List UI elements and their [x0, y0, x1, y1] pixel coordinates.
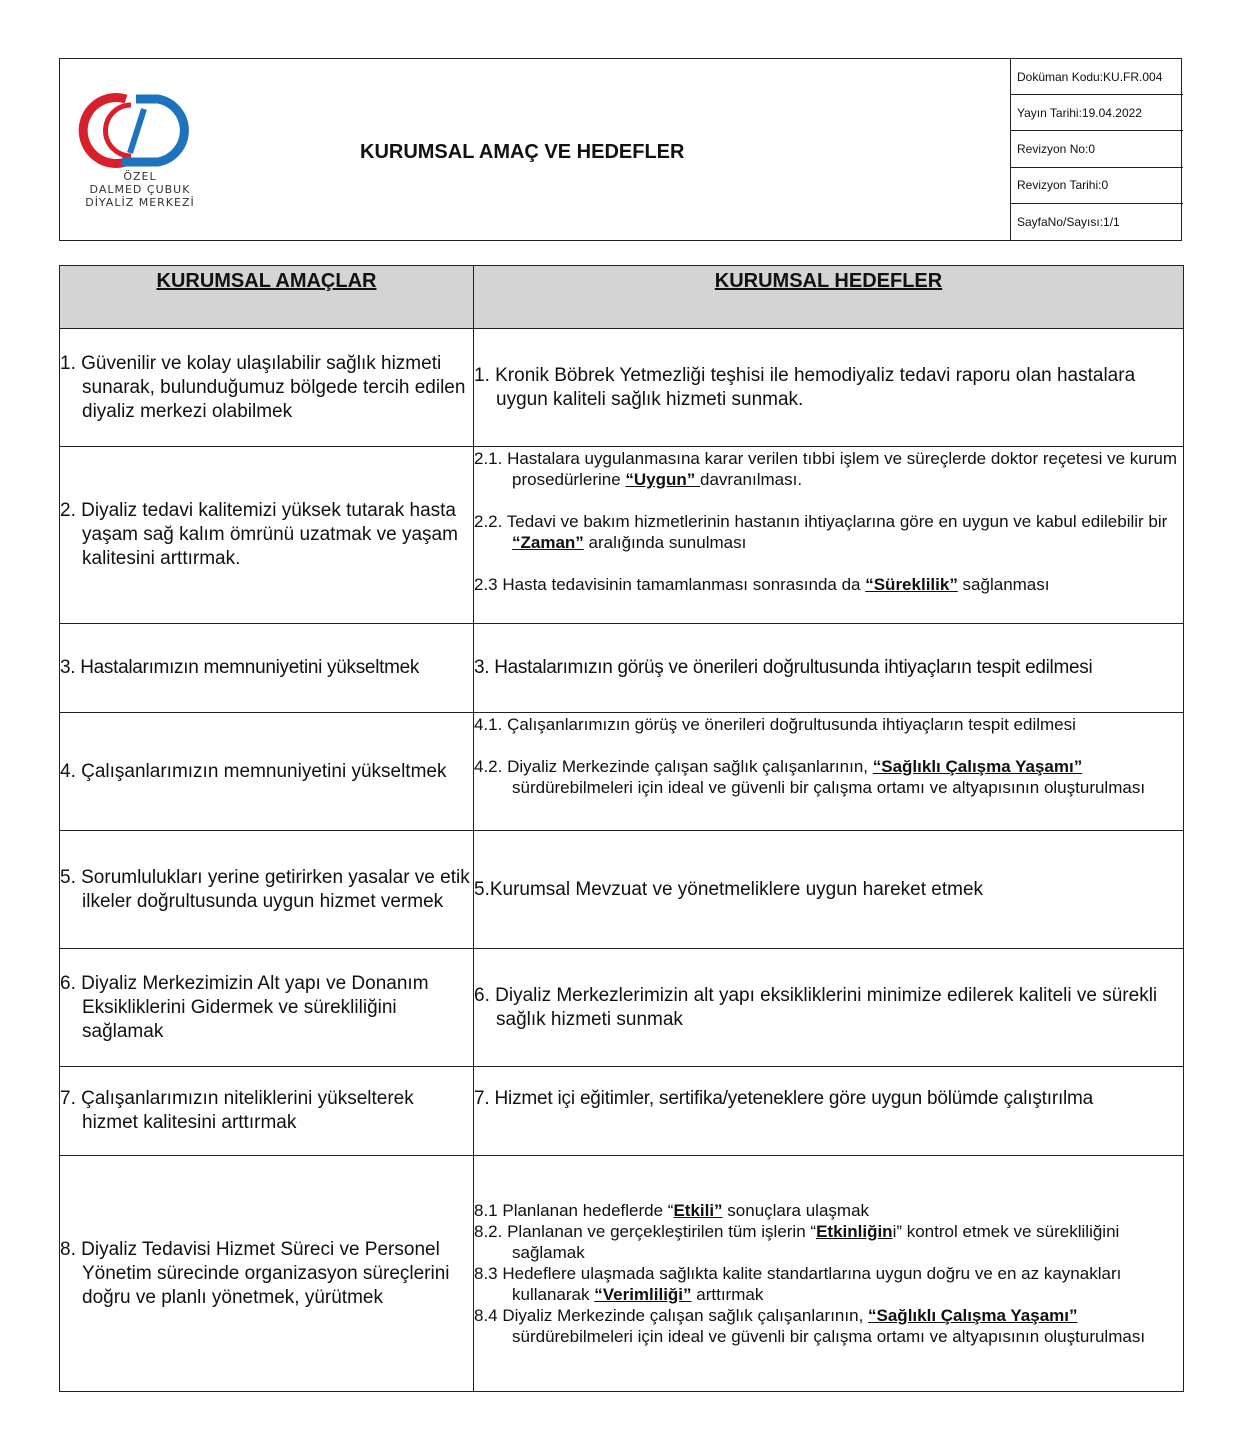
- aim-cell: [60, 949, 474, 1067]
- target-item: 8.2. Planlanan ve gerçekleştirilen tüm işlerin “Etkinliğini” kontrol etmek ve sürekliliğini sağlamak: [474, 1222, 1120, 1262]
- aim-cell: [60, 1067, 474, 1156]
- aim-text: 4. Çalışanlarımızın memnuniyetini yükseltmek: [60, 760, 447, 782]
- aim-cell: [60, 329, 474, 447]
- aim-cell: [60, 447, 474, 624]
- table-header-row: [60, 266, 1184, 329]
- logo-line-2: DALMED ÇUBUK: [89, 183, 191, 196]
- aim-text: 6. Diyaliz Merkezimizin Alt yapı ve Donanım Eksikliklerini Gidermek ve sürekliliğini sağlamak: [60, 972, 429, 1042]
- aim-text: 3. Hastalarımızın memnuniyetini yükseltmek: [60, 657, 420, 678]
- target-cell: [474, 447, 1184, 624]
- target-item: 8.4 Diyaliz Merkezinde çalışan sağlık çalışanlarının, “Sağlıklı Çalışma Yaşamı” sürdürebilmeleri için ideal ve güvenli bir çalışma ortamı ve altyapısının oluşturulması: [474, 1306, 1146, 1346]
- logo-line-1: ÖZEL: [123, 170, 157, 183]
- aim-text: 1. Güvenilir ve kolay ulaşılabilir sağlık hizmeti sunarak, bulunduğumuz bölgede tercih edilen diyaliz merkezi olabilmek: [60, 352, 466, 422]
- dalmed-logo-icon: [78, 93, 203, 168]
- aim-text: 7. Çalışanlarımızın niteliklerini yükselterek hizmet kalitesini arttırmak: [60, 1088, 414, 1133]
- aim-text: 2. Diyaliz tedavi kalitemizi yüksek tutarak hasta yaşam sağ kalım ömrünü uzatmak ve yaşam kalitesini arttırmak.: [60, 500, 458, 569]
- aim-text: 8. Diyaliz Tedavisi Hizmet Süreci ve Personel Yönetim sürecinde organizasyon süreçlerini doğru ve planlı yönetmek, yürütmek: [60, 1238, 450, 1308]
- document-title: KURUMSAL AMAÇ VE HEDEFLER: [360, 141, 685, 163]
- meta-revision-no: Revizyon No:0: [1011, 131, 1183, 167]
- target-item: 4.2. Diyaliz Merkezinde çalışan sağlık çalışanlarının, “Sağlıklı Çalışma Yaşamı” sürdürebilmeleri için ideal ve güvenli bir çalışma ortamı ve altyapısının oluşturulması: [474, 757, 1146, 797]
- target-cell: [474, 949, 1184, 1067]
- logo-cell: [60, 59, 220, 240]
- target-cell: [474, 624, 1184, 713]
- table-row: [60, 447, 1184, 624]
- aim-cell: [60, 624, 474, 713]
- target-text: 5.Kurumsal Mevzuat ve yönetmeliklere uygun hareket etmek: [474, 878, 984, 900]
- target-cell: [474, 1067, 1184, 1156]
- document-header: [59, 58, 1182, 241]
- target-cell: [474, 1156, 1184, 1392]
- aim-text: 5. Sorumlulukları yerine getirirken yasalar ve etik ilkeler doğrultusunda uygun hizmet vermek: [60, 866, 470, 912]
- aim-cell: [60, 831, 474, 949]
- meta-revision-date: Revizyon Tarihi:0: [1011, 168, 1183, 204]
- logo-line-3: DİYALİZ MERKEZİ: [85, 196, 195, 209]
- target-text: 1. Kronik Böbrek Yetmezliği teşhisi ile hemodiyaliz tedavi raporu olan hastalara uygun kaliteli sağlık hizmeti sunmak.: [474, 364, 1136, 410]
- table-row: [60, 1156, 1184, 1392]
- table-row: [60, 329, 1184, 447]
- target-text: 3. Hastalarımızın görüş ve önerileri doğrultusunda ihtiyaçların tespit edilmesi: [474, 657, 1093, 678]
- goals-table: [59, 265, 1184, 1392]
- meta-page-number: SayfaNo/Sayısı:1/1: [1017, 214, 1120, 229]
- meta-publish-date: Yayın Tarihi:19.04.2022: [1011, 95, 1183, 131]
- meta-document-code: Doküman Kodu:KU.FR.004: [1011, 59, 1183, 95]
- target-cell: [474, 713, 1184, 831]
- table-row: [60, 831, 1184, 949]
- target-cell: [474, 831, 1184, 949]
- target-item: 8.3 Hedeflere ulaşmada sağlıkta kalite standartlarına uygun doğru ve en az kaynakları kullanarak “Verimliliği” arttırmak: [474, 1264, 1122, 1304]
- column-header-aims: KURUMSAL AMAÇLAR: [60, 266, 474, 329]
- aim-cell: [60, 1156, 474, 1392]
- column-header-targets: KURUMSAL HEDEFLER: [474, 266, 1184, 329]
- table-row: [60, 713, 1184, 831]
- table-row: [60, 949, 1184, 1067]
- target-item: 4.1. Çalışanlarımızın görüş ve önerileri doğrultusunda ihtiyaçların tespit edilmesi: [474, 715, 1076, 734]
- target-item: 8.1 Planlanan hedeflerde “Etkili” sonuçlara ulaşmak: [474, 1201, 870, 1220]
- target-text: 6. Diyaliz Merkezlerimizin alt yapı eksikliklerini minimize edilerek kaliteli ve sürekli sağlık hizmeti sunmak: [474, 984, 1158, 1030]
- target-item: 2.2. Tedavi ve bakım hizmetlerinin hastanın ihtiyaçlarına göre en uygun ve kabul edilebilir bir “Zaman” aralığında sunulması: [474, 512, 1168, 552]
- aim-cell: [60, 713, 474, 831]
- table-row: [60, 1067, 1184, 1156]
- target-cell: [474, 329, 1184, 447]
- table-row: [60, 624, 1184, 713]
- target-text: 7. Hizmet içi eğitimler, sertifika/yeteneklere göre uygun bölümde çalıştırılma: [474, 1088, 1094, 1109]
- target-item: 2.3 Hasta tedavisinin tamamlanması sonrasında da “Süreklilik” sağlanması: [474, 575, 1050, 594]
- document-meta: [1010, 59, 1183, 240]
- target-item: 2.1. Hastalara uygulanmasına karar verilen tıbbi işlem ve süreçlerde doktor reçetesi ve kurum prosedürlerine “Uygun” davranılması.: [474, 449, 1177, 489]
